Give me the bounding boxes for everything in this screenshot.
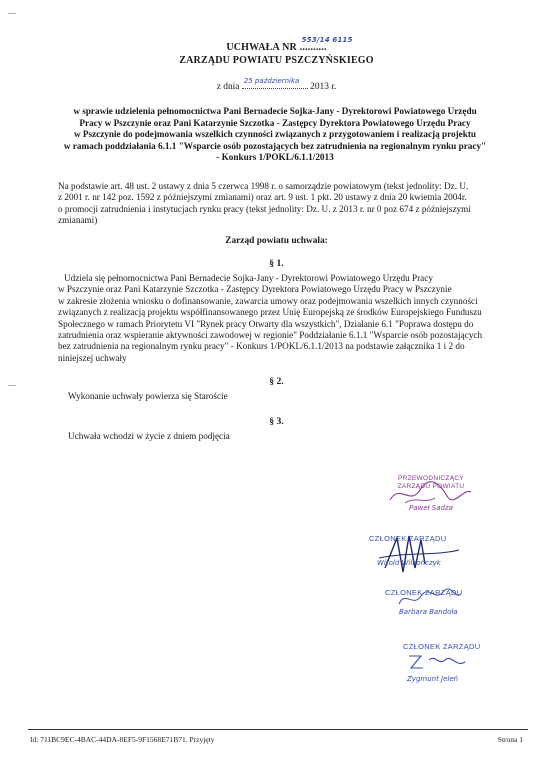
section-1-line: związanych z realizacją projektu współfinansowanego przez Unię Europejską ze środków Europejskiego Funduszu xyxy=(58,307,482,318)
resolution-number xyxy=(299,36,353,53)
resolves-heading: Zarząd powiatu uchwala: xyxy=(225,236,328,246)
legal-basis-line: o promocji zatrudnienia i instytucjach rynku pracy (tekst jednolity: Dz. U. z 2013 r. nr 0 poz 674 z późniejszymi xyxy=(58,203,471,214)
signature-role: CZŁONEK ZARZĄDU xyxy=(403,642,481,651)
signature-block xyxy=(355,470,505,710)
date-field xyxy=(242,79,308,89)
legal-basis-line: Na podstawie art. 48 ust. 2 ustawy z dnia 5 czerwca 1998 r. o samorządzie powiatowym (tekst jednolity: Dz. U. xyxy=(58,181,469,191)
date-prefix: z dnia xyxy=(216,82,240,92)
subject-line: - Konkurs 1/POKL/6.1.1/2013 xyxy=(216,152,334,162)
handwritten-date: 25 października xyxy=(243,77,300,85)
section-1-line: Udziela się pełnomocnictwa Pani Bernadecie Sojka-Jany - Dyrektorowi Powiatowego Urzędu Pracy xyxy=(64,273,433,283)
section-3-text: Uchwała wchodzi w życie z dniem podjęcia xyxy=(68,431,230,441)
section-1-line: bez zatrudnienia na regionalnym rynku pracy" - Konkurs 1/POKL/6.1.1/2013 na podstawie załącznika 1 i 2 do xyxy=(58,341,465,352)
signature-role: CZŁONEK ZARZĄDU xyxy=(385,588,463,597)
title-prefix: UCHWAŁA NR xyxy=(226,42,297,53)
document-id: Id: 711BC9EC-4BAC-44DA-8EF5-9F1568E71B71. Przyjęty xyxy=(30,735,215,744)
date-suffix: 2013 r. xyxy=(310,82,337,92)
section-2-text: Wykonanie uchwały powierza się Staroście xyxy=(68,391,228,401)
legal-basis-line: zmianami) xyxy=(58,215,98,226)
board-name: ZARZĄDU POWIATU PSZCZYŃSKIEGO xyxy=(179,55,374,66)
section-3-label: § 3. xyxy=(269,416,284,427)
resolution-title xyxy=(0,36,553,53)
signature-role: PRZEWODNICZĄCY ZARZĄDU POWIATU xyxy=(397,475,465,490)
handwritten-number: 553/14 6115 xyxy=(301,36,353,44)
legal-basis xyxy=(58,181,510,227)
subject-line: w sprawie udzielenia pełnomocnictwa Pani Bernadecie Sojka-Jany - Dyrektorowi Powiatowego Urzędu xyxy=(73,106,477,116)
margin-mark: — xyxy=(8,380,16,389)
signature-role: CZŁONEK ZARZĄDU xyxy=(369,534,447,543)
signatory-name: Barbara Bandoła xyxy=(399,608,458,616)
signature-scribble xyxy=(405,650,475,674)
resolution-subject xyxy=(40,106,510,164)
section-1-body xyxy=(58,273,510,364)
section-1-line: zatrudnienia oraz wspieranie aktywności zawodowej w regionie" Poddziałanie 6.1.1 "Wsparcie osób pozostających xyxy=(58,330,483,341)
subject-line: Pracy w Pszczynie oraz Pani Katarzynie Szczotka - Zastępcy Dyrektora Powiatowego Urzędu Pracy xyxy=(79,117,471,128)
margin-mark: — xyxy=(8,8,16,17)
section-1-line: w zakresie złożenia wniosku o dofinansowanie, zawarcia umowy oraz podejmowania wszelkich innych czynności xyxy=(58,295,478,306)
section-1-line: w Pszczynie oraz Pani Katarzynie Szczotka - Zastępcy Dyrektora Powiatowego Urzędu Pracy w Pszczynie xyxy=(58,284,452,295)
section-1-label: § 1. xyxy=(269,258,284,269)
section-2-label: § 2. xyxy=(269,376,284,387)
page-number: Strona 1 xyxy=(497,735,523,744)
signature-scribble xyxy=(375,528,465,580)
footer-divider xyxy=(28,729,528,730)
title-dots: .......... xyxy=(299,42,327,53)
section-1-line: Społecznego w ramach Priorytetu VI "Rynek pracy Otwarty dla wszystkich", Działanie 6.1 "Poprawa dostępu do xyxy=(58,318,474,329)
section-1-line: niniejszej uchwały xyxy=(58,352,127,363)
signatory-name: Witold Wilkończyk xyxy=(377,559,441,567)
signatory-name: Zygmunt Jeleń xyxy=(407,675,459,683)
subject-line: w ramach poddziałania 6.1.1 "Wsparcie osób pozostających bez zatrudnienia na regionalnym rynku pracy" xyxy=(63,140,487,151)
subject-line: w Pszczynie do podejmowania wszelkich czynności związanych z przygotowaniem i realizacją projektu xyxy=(73,129,477,139)
resolution-date xyxy=(0,79,553,92)
legal-basis-line: z 2001 r. nr 142 poz. 1592 z późniejszymi zmianami) oraz art. 9 ust. 1 pkt. 20 ustawy z dnia 20 kwietnia 2004r. xyxy=(58,192,467,203)
signatory-name: Paweł Sadza xyxy=(409,504,453,512)
